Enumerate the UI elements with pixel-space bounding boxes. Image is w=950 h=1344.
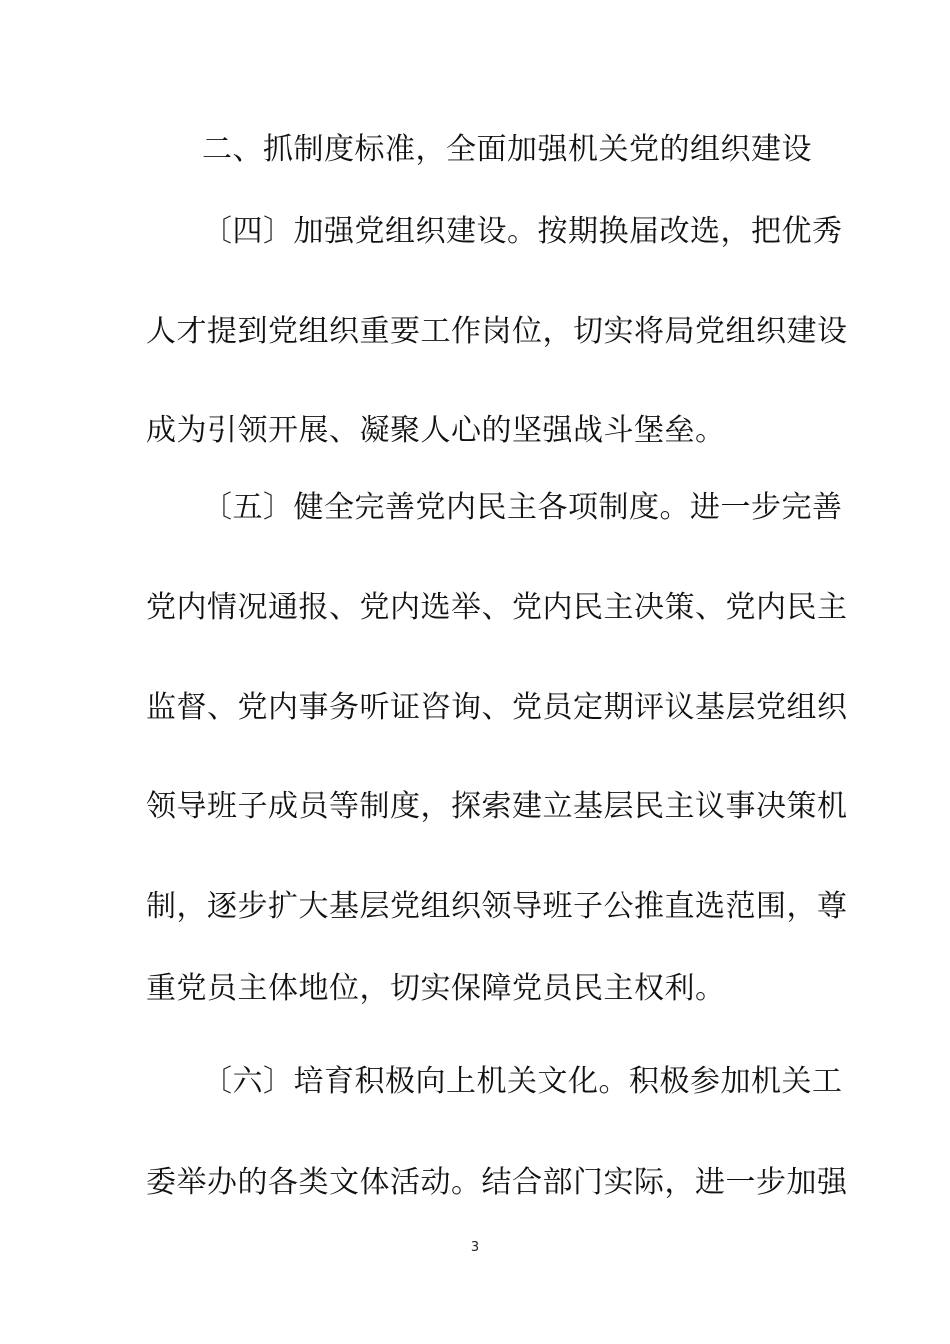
paragraph-4-line-1: 〔四〕加强党组织建设。按期换届改选，把优秀 [202, 214, 843, 249]
paragraph-5-line-5: 制，逐步扩大基层党组织领导班子公推直选范围，尊 [146, 889, 848, 924]
paragraph-5-line-2: 党内情况通报、党内选举、党内民主决策、党内民主 [146, 590, 848, 625]
paragraph-4-line-3: 成为引领开展、凝聚人心的坚强战斗堡垒。 [146, 413, 726, 448]
paragraph-6-line-1: 〔六〕培育积极向上机关文化。积极参加机关工 [202, 1064, 843, 1099]
paragraph-4-line-2: 人才提到党组织重要工作岗位，切实将局党组织建设 [146, 314, 848, 349]
paragraph-5-line-4: 领导班子成员等制度，探索建立基层民主议事决策机 [146, 789, 848, 824]
paragraph-5-line-6: 重党员主体地位，切实保障党员民主权利。 [146, 971, 726, 1006]
paragraph-5-line-1: 〔五〕健全完善党内民主各项制度。进一步完善 [202, 490, 843, 525]
section-heading: 二、抓制度标准，全面加强机关党的组织建设 [202, 132, 812, 167]
paragraph-6-line-2: 委举办的各类文体活动。结合部门实际，进一步加强 [146, 1165, 848, 1200]
paragraph-5-line-3: 监督、党内事务听证咨询、党员定期评议基层党组织 [146, 690, 848, 725]
page-number: 3 [470, 1240, 480, 1255]
